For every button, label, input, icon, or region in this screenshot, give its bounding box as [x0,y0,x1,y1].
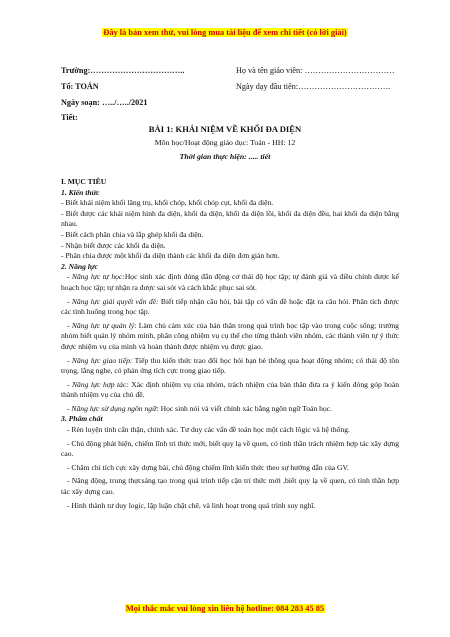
skill-text: Xác định nhiệm vụ của nhóm, trách nhiệm của bản thân đưa ra ý kiến đóng góp hoàn thành nhiệm vụ của chủ đề. [61,379,399,400]
quality-item: - Hình thành tư duy logic, lập luận chặt chẽ, và linh hoạt trong quá trình suy nghĩ. [67,500,316,510]
lesson-time: Thời gian thực hiện: ..... tiết [179,152,271,161]
quality-item: - Chăm chỉ tích cực xây dựng bài, chủ động chiếm lĩnh kiến thức theo sự hướng dẫn của GV. [67,462,349,472]
skill-text: Học sinh nói và viết chính xác bằng ngôn ngữ Toán học. [158,403,332,413]
skill-text: : Làm chủ cảm xúc của bản thân trong quá trình học tập vào trong cuộc sống; trưởng nhóm biết quản lý nhóm mình, phân công nhiệm vụ cụ thể cho từng thành viên nhóm, các thành viên tự ý thức được nhiệm vụ của mình và hoàn thành được nhiệm vụ được giao. [61,320,399,351]
skill-label: - Năng lực hợp tác: [67,379,129,389]
prep-date-field: Ngày soạn: …../…../2021 [61,98,148,107]
hotline-banner [0,604,450,613]
skill-item [61,272,399,293]
skills-heading: 2. Năng lực [61,261,98,271]
period-field: Tiết: [61,113,78,122]
section-heading-objectives: I. MỤC TIÊU [61,177,107,186]
skill-label: - Năng lực giao tiếp: [67,355,133,365]
knowledge-heading: 1. Kiến thức [61,187,100,197]
skill-text: Học sinh xác định đúng đắn động cơ thái độ học tập; tự đánh giá và điều chỉnh được kế hoạch học tập; tự nhận ra được sai sót và cách khắc phục sai sót. [61,272,399,292]
hotline-banner-text: Mọi thắc mắc vui lòng xin liên hệ hotline: 084 283 45 85 [125,604,325,613]
lesson-subject: Môn học/Hoạt động giáo dục: Toán - HH: 12 [154,138,296,147]
preview-banner-text: Đây là bản xem thử, vui lòng mua tài liệu để xem chi tiết (có lời giải) [103,28,347,37]
quality-item: - Rèn luyện tính cẩn thận, chính xác. Tư duy các vấn đề toán học một cách lôgic và hệ thống. [67,425,350,435]
knowledge-item: - Biết được các khái niệm hình đa diện, khối đa diện, khối đa diện lồi, khối đa diện đều, hai khối đa diện bằng nhau. [61,208,399,229]
school-field: Trường:…………………………….. [61,66,185,75]
skill-item [61,356,399,377]
teacher-field: Họ và tên giáo viên: …………………………… [236,66,395,75]
teach-date-field: Ngày dạy đầu tiên:……………………………. [236,82,391,91]
skill-item [61,404,399,415]
lesson-content [61,176,399,511]
quality-item: - Chủ động phát hiện, chiếm lĩnh tri thức mới, biết quy lạ về quen, có tinh thần trách nhiệm hợp tác xây dựng cao. [61,438,399,459]
skill-label: - Năng lực tự học: [67,272,125,282]
knowledge-item: - Biết cách phân chia và lắp ghép khối đa diện. [61,229,204,239]
skill-item [61,321,399,353]
skill-item [61,380,399,401]
knowledge-item: - Phân chia được một khối đa diện thành các khối đa diện đơn giản hơn. [61,251,280,261]
skill-item [61,297,399,318]
skill-label: - Năng lực tự quản lý [67,320,135,330]
knowledge-item: - Biết khái niệm khối lăng trụ, khối chóp, khối chóp cụt, khối đa diện. [61,198,274,208]
group-field: Tổ: TOÁN [61,82,99,91]
knowledge-item: - Nhận biết được các khối đa diện. [61,240,166,250]
skill-text: Tiếp thu kiến thức trao đổi học hỏi bạn bè thông qua hoạt động nhóm; có thái độ tôn trọng, lắng nghe, có phản ứng tích cực trong giao tiếp. [61,355,399,376]
lesson-title: BÀI 1: KHÁI NIỆM VỀ KHỐI ĐA DIỆN [148,124,302,134]
skill-text: Biết tiếp nhận câu hỏi, bài tập có vấn đề hoặc đặt ra câu hỏi. Phân tích được các tình huống trong học tập. [61,296,399,317]
quality-item: - Năng động, trung thựcsáng tạo trong quá trình tiếp cận tri thức mới ,biết quy lạ về quen, có tinh thần hợp tác xây dựng cao. [61,476,399,497]
qualities-heading: 3. Phẩm chất [61,414,103,424]
preview-banner [0,28,450,37]
skill-label: - Năng lực giải quyết vấn đề: [67,296,159,306]
skill-label: - Năng lực sử dụng ngôn ngữ: [67,403,159,413]
